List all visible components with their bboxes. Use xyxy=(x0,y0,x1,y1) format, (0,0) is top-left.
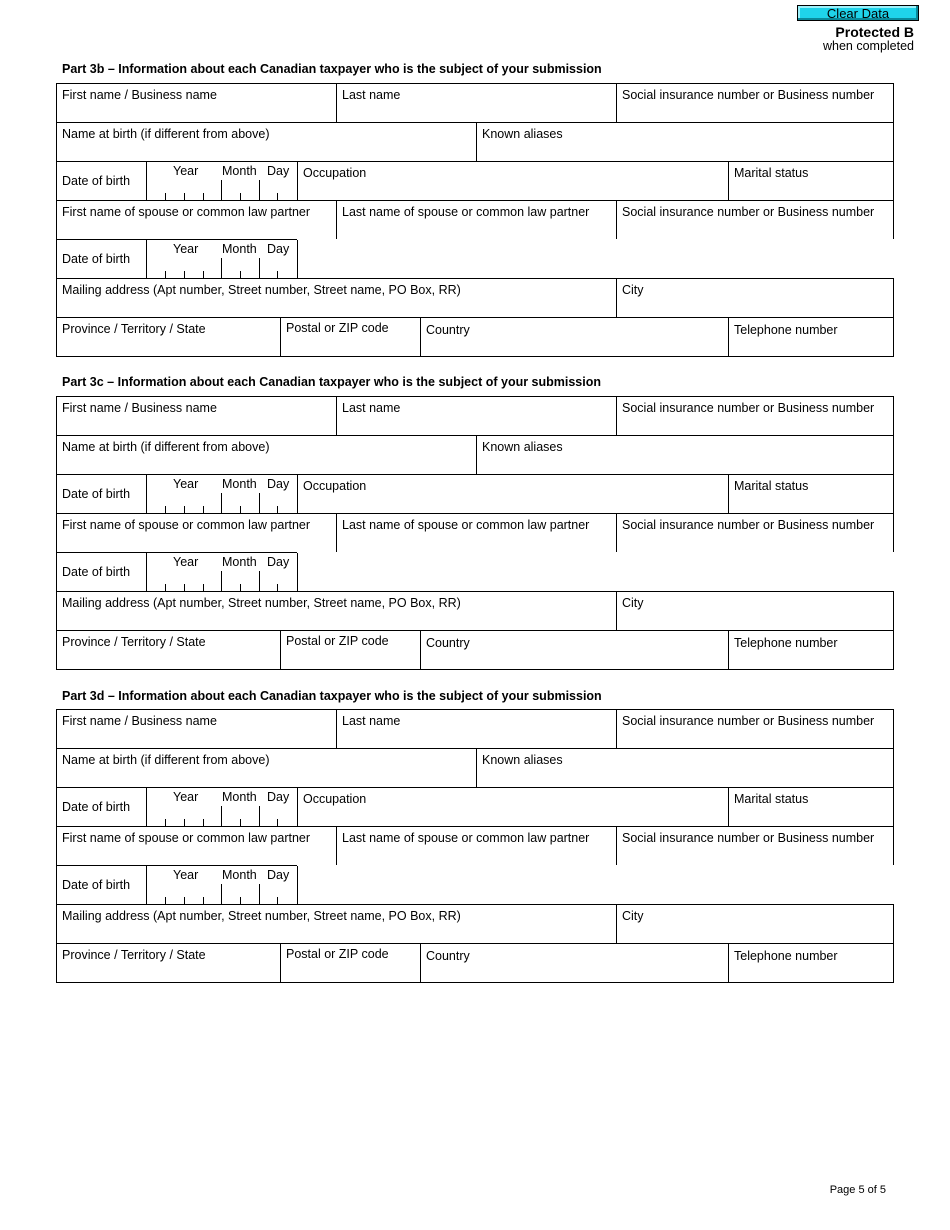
telephone-label: Telephone number xyxy=(734,949,838,963)
dob-entry[interactable] xyxy=(146,788,298,826)
first-name-label: First name / Business name xyxy=(62,714,217,728)
dob-occupation-row xyxy=(56,474,894,513)
dob-label-cell xyxy=(57,788,146,826)
date-digit-divider xyxy=(259,258,260,278)
spouse-last-name-label: Last name of spouse or common law partner xyxy=(342,205,590,219)
country-field[interactable] xyxy=(420,318,728,356)
mailing-address-field[interactable] xyxy=(57,279,616,317)
birth-name-row xyxy=(56,748,894,787)
day-label: Day xyxy=(267,242,290,256)
postal-code-field[interactable] xyxy=(280,318,420,356)
last-name-input[interactable] xyxy=(340,415,613,433)
dob-label-cell xyxy=(57,475,146,513)
part-title: Part 3c – Information about each Canadian taxpayer who is the subject of your submission xyxy=(62,375,602,389)
spouse-dob-label-cell xyxy=(57,240,146,278)
last-name-field[interactable] xyxy=(336,397,616,435)
dob-occupation-row xyxy=(56,161,894,200)
date-digit-divider xyxy=(221,180,222,200)
first-name-label: First name / Business name xyxy=(62,401,217,415)
postal-code-input[interactable] xyxy=(284,336,417,354)
telephone-field[interactable] xyxy=(728,944,893,982)
date-digit-divider xyxy=(203,819,204,826)
marital-status-input[interactable] xyxy=(732,180,890,198)
country-field[interactable] xyxy=(420,631,728,669)
dob-label-cell xyxy=(57,162,146,200)
last-name-input[interactable] xyxy=(340,728,613,746)
spouse-first-name-label: First name of spouse or common law partner xyxy=(62,518,311,532)
occupation-field[interactable] xyxy=(298,788,728,826)
mailing-address-field[interactable] xyxy=(57,592,616,630)
location-row xyxy=(56,943,894,983)
name-at-birth-field[interactable] xyxy=(57,749,476,787)
first-name-field[interactable] xyxy=(57,397,336,435)
marital-status-field[interactable] xyxy=(728,788,893,826)
name-row xyxy=(56,396,894,435)
spouse-first-name-field[interactable] xyxy=(57,827,336,865)
marital-status-label: Marital status xyxy=(734,792,809,806)
mailing-row xyxy=(56,278,894,317)
marital-status-label: Marital status xyxy=(734,166,809,180)
mailing-address-input[interactable] xyxy=(60,610,613,628)
spouse-last-name-input[interactable] xyxy=(340,219,613,237)
country-input[interactable] xyxy=(424,962,725,980)
postal-code-input[interactable] xyxy=(284,962,417,980)
city-label: City xyxy=(622,909,644,923)
spouse-first-name-input[interactable] xyxy=(60,219,333,237)
spouse-last-name-field[interactable] xyxy=(336,201,616,239)
known-aliases-field[interactable] xyxy=(476,749,893,787)
date-digit-divider xyxy=(203,271,204,278)
first-name-input[interactable] xyxy=(60,415,333,433)
spouse-sin-field[interactable] xyxy=(616,201,893,239)
postal-code-field[interactable] xyxy=(280,631,420,669)
date-digit-divider xyxy=(240,819,241,826)
first-name-input[interactable] xyxy=(60,102,333,120)
province-label: Province / Territory / State xyxy=(62,322,206,336)
spouse-row xyxy=(56,826,894,865)
spouse-dob-label: Date of birth xyxy=(62,878,131,892)
date-digit-divider xyxy=(165,897,166,904)
name-at-birth-field[interactable] xyxy=(57,123,476,161)
clear-data-button[interactable]: Clear Data xyxy=(797,5,919,21)
spouse-dob-label: Date of birth xyxy=(62,565,131,579)
city-input[interactable] xyxy=(620,610,890,628)
date-digit-divider xyxy=(221,806,222,826)
country-label: Country xyxy=(426,323,470,337)
spouse-last-name-field[interactable] xyxy=(336,514,616,552)
date-digit-divider xyxy=(203,897,204,904)
telephone-label: Telephone number xyxy=(734,323,838,337)
location-row xyxy=(56,630,894,670)
occupation-label: Occupation xyxy=(303,166,367,180)
dob-occupation-row xyxy=(56,787,894,826)
sin-input[interactable] xyxy=(620,102,890,120)
mailing-row xyxy=(56,591,894,630)
postal-code-label: Postal or ZIP code xyxy=(286,634,389,648)
spouse-dob-entry[interactable] xyxy=(146,553,298,591)
occupation-field[interactable] xyxy=(298,162,728,200)
part-title: Part 3d – Information about each Canadian taxpayer who is the subject of your submission xyxy=(62,689,602,703)
name-row xyxy=(56,83,894,122)
part-title: Part 3b – Information about each Canadian taxpayer who is the subject of your submission xyxy=(62,62,602,76)
spouse-last-name-label: Last name of spouse or common law partner xyxy=(342,518,590,532)
province-input[interactable] xyxy=(60,649,277,667)
name-at-birth-field[interactable] xyxy=(57,436,476,474)
first-name-input[interactable] xyxy=(60,728,333,746)
last-name-field[interactable] xyxy=(336,84,616,122)
year-label: Year xyxy=(173,868,199,882)
date-digit-divider xyxy=(203,193,204,200)
telephone-label: Telephone number xyxy=(734,636,838,650)
province-label: Province / Territory / State xyxy=(62,948,206,962)
telephone-input[interactable] xyxy=(732,649,890,667)
date-digit-divider xyxy=(184,271,185,278)
spouse-first-name-field[interactable] xyxy=(57,201,336,239)
date-digit-divider xyxy=(184,506,185,513)
month-label: Month xyxy=(222,555,257,569)
postal-code-label: Postal or ZIP code xyxy=(286,947,389,961)
name-at-birth-input[interactable] xyxy=(60,454,473,472)
province-field[interactable] xyxy=(57,944,280,982)
date-digit-divider xyxy=(203,506,204,513)
birth-name-row xyxy=(56,435,894,474)
date-digit-divider xyxy=(259,571,260,591)
first-name-field[interactable] xyxy=(57,84,336,122)
date-digit-divider xyxy=(221,884,222,904)
city-label: City xyxy=(622,283,644,297)
country-input[interactable] xyxy=(424,336,725,354)
known-aliases-label: Known aliases xyxy=(482,753,563,767)
spouse-first-name-input[interactable] xyxy=(60,845,333,863)
date-digit-divider xyxy=(221,258,222,278)
postal-code-label: Postal or ZIP code xyxy=(286,321,389,335)
sin-label: Social insurance number or Business number xyxy=(622,401,875,415)
postal-code-field[interactable] xyxy=(280,944,420,982)
taxpayer-section xyxy=(56,396,894,670)
spouse-dob-row xyxy=(56,865,297,904)
date-digit-divider xyxy=(184,897,185,904)
known-aliases-input[interactable] xyxy=(480,141,890,159)
telephone-input[interactable] xyxy=(732,962,890,980)
occupation-input[interactable] xyxy=(301,493,725,511)
country-label: Country xyxy=(426,949,470,963)
spouse-dob-label-cell xyxy=(57,553,146,591)
month-label: Month xyxy=(222,868,257,882)
mailing-address-label: Mailing address (Apt number, Street number, Street name, PO Box, RR) xyxy=(62,909,461,923)
day-label: Day xyxy=(267,790,290,804)
mailing-address-input[interactable] xyxy=(60,923,613,941)
city-field[interactable] xyxy=(616,905,893,943)
sin-field[interactable] xyxy=(616,397,893,435)
year-label: Year xyxy=(173,242,199,256)
city-field[interactable] xyxy=(616,592,893,630)
spouse-sin-input[interactable] xyxy=(620,532,890,550)
spouse-first-name-label: First name of spouse or common law partner xyxy=(62,831,311,845)
sin-input[interactable] xyxy=(620,415,890,433)
when-completed-label: when completed xyxy=(822,39,914,53)
date-digit-divider xyxy=(184,584,185,591)
spouse-dob-label-cell xyxy=(57,866,146,904)
day-label: Day xyxy=(267,164,290,178)
telephone-input[interactable] xyxy=(732,336,890,354)
spouse-first-name-input[interactable] xyxy=(60,532,333,550)
spouse-first-name-field[interactable] xyxy=(57,514,336,552)
sin-field[interactable] xyxy=(616,84,893,122)
province-field[interactable] xyxy=(57,631,280,669)
last-name-label: Last name xyxy=(342,714,401,728)
last-name-label: Last name xyxy=(342,401,401,415)
marital-status-input[interactable] xyxy=(732,493,890,511)
spouse-dob-entry[interactable] xyxy=(146,240,298,278)
date-digit-divider xyxy=(221,571,222,591)
date-digit-divider xyxy=(221,493,222,513)
first-name-label: First name / Business name xyxy=(62,88,217,102)
telephone-field[interactable] xyxy=(728,631,893,669)
spouse-row xyxy=(56,513,894,552)
province-label: Province / Territory / State xyxy=(62,635,206,649)
name-at-birth-input[interactable] xyxy=(60,767,473,785)
month-label: Month xyxy=(222,164,257,178)
year-label: Year xyxy=(173,477,199,491)
mailing-address-label: Mailing address (Apt number, Street number, Street name, PO Box, RR) xyxy=(62,283,461,297)
protected-label: Protected B xyxy=(835,24,914,40)
last-name-field[interactable] xyxy=(336,710,616,748)
location-row xyxy=(56,317,894,357)
city-input[interactable] xyxy=(620,923,890,941)
known-aliases-label: Known aliases xyxy=(482,440,563,454)
province-input[interactable] xyxy=(60,336,277,354)
month-label: Month xyxy=(222,242,257,256)
spouse-sin-input[interactable] xyxy=(620,845,890,863)
year-label: Year xyxy=(173,790,199,804)
dob-label: Date of birth xyxy=(62,487,131,501)
occupation-label: Occupation xyxy=(303,792,367,806)
date-digit-divider xyxy=(277,193,278,200)
spouse-dob-row xyxy=(56,552,297,591)
spouse-dob-row xyxy=(56,239,297,278)
spouse-last-name-input[interactable] xyxy=(340,532,613,550)
known-aliases-input[interactable] xyxy=(480,767,890,785)
occupation-input[interactable] xyxy=(301,806,725,824)
known-aliases-input[interactable] xyxy=(480,454,890,472)
country-field[interactable] xyxy=(420,944,728,982)
date-digit-divider xyxy=(165,506,166,513)
spouse-row xyxy=(56,200,894,239)
taxpayer-section xyxy=(56,83,894,357)
known-aliases-field[interactable] xyxy=(476,436,893,474)
name-at-birth-label: Name at birth (if different from above) xyxy=(62,127,270,141)
country-label: Country xyxy=(426,636,470,650)
name-at-birth-label: Name at birth (if different from above) xyxy=(62,753,270,767)
spouse-sin-input[interactable] xyxy=(620,219,890,237)
sin-label: Social insurance number or Business number xyxy=(622,88,875,102)
known-aliases-label: Known aliases xyxy=(482,127,563,141)
province-field[interactable] xyxy=(57,318,280,356)
day-label: Day xyxy=(267,868,290,882)
mailing-address-field[interactable] xyxy=(57,905,616,943)
spouse-first-name-label: First name of spouse or common law partner xyxy=(62,205,311,219)
mailing-row xyxy=(56,904,894,943)
date-digit-divider xyxy=(277,584,278,591)
dob-entry[interactable] xyxy=(146,475,298,513)
city-input[interactable] xyxy=(620,297,890,315)
taxpayer-section xyxy=(56,709,894,983)
spouse-last-name-input[interactable] xyxy=(340,845,613,863)
city-label: City xyxy=(622,596,644,610)
marital-status-field[interactable] xyxy=(728,475,893,513)
date-digit-divider xyxy=(165,271,166,278)
spouse-sin-label: Social insurance number or Business number xyxy=(622,518,875,532)
country-input[interactable] xyxy=(424,649,725,667)
sin-label: Social insurance number or Business number xyxy=(622,714,875,728)
name-at-birth-input[interactable] xyxy=(60,141,473,159)
spouse-dob-label: Date of birth xyxy=(62,252,131,266)
name-row xyxy=(56,709,894,748)
date-digit-divider xyxy=(259,806,260,826)
date-digit-divider xyxy=(259,180,260,200)
first-name-field[interactable] xyxy=(57,710,336,748)
date-digit-divider xyxy=(240,193,241,200)
city-field[interactable] xyxy=(616,279,893,317)
page-number: Page 5 of 5 xyxy=(829,1184,886,1196)
sin-input[interactable] xyxy=(620,728,890,746)
last-name-label: Last name xyxy=(342,88,401,102)
occupation-field[interactable] xyxy=(298,475,728,513)
protected-b-notice xyxy=(823,25,914,53)
date-digit-divider xyxy=(277,506,278,513)
province-input[interactable] xyxy=(60,962,277,980)
dob-entry[interactable] xyxy=(146,162,298,200)
date-digit-divider xyxy=(184,193,185,200)
date-digit-divider xyxy=(277,819,278,826)
year-label: Year xyxy=(173,164,199,178)
date-digit-divider xyxy=(203,584,204,591)
date-digit-divider xyxy=(240,584,241,591)
marital-status-input[interactable] xyxy=(732,806,890,824)
date-digit-divider xyxy=(240,271,241,278)
birth-name-row xyxy=(56,122,894,161)
date-digit-divider xyxy=(184,819,185,826)
known-aliases-field[interactable] xyxy=(476,123,893,161)
date-digit-divider xyxy=(165,193,166,200)
postal-code-input[interactable] xyxy=(284,649,417,667)
spouse-last-name-label: Last name of spouse or common law partner xyxy=(342,831,590,845)
spouse-last-name-field[interactable] xyxy=(336,827,616,865)
spouse-dob-entry[interactable] xyxy=(146,866,298,904)
day-label: Day xyxy=(267,477,290,491)
dob-label: Date of birth xyxy=(62,800,131,814)
day-label: Day xyxy=(267,555,290,569)
telephone-field[interactable] xyxy=(728,318,893,356)
last-name-input[interactable] xyxy=(340,102,613,120)
year-label: Year xyxy=(173,555,199,569)
occupation-input[interactable] xyxy=(301,180,725,198)
occupation-label: Occupation xyxy=(303,479,367,493)
name-at-birth-label: Name at birth (if different from above) xyxy=(62,440,270,454)
dob-label: Date of birth xyxy=(62,174,131,188)
date-digit-divider xyxy=(240,897,241,904)
date-digit-divider xyxy=(240,506,241,513)
marital-status-label: Marital status xyxy=(734,479,809,493)
month-label: Month xyxy=(222,790,257,804)
spouse-sin-label: Social insurance number or Business number xyxy=(622,831,875,845)
date-digit-divider xyxy=(259,493,260,513)
month-label: Month xyxy=(222,477,257,491)
date-digit-divider xyxy=(277,897,278,904)
date-digit-divider xyxy=(277,271,278,278)
marital-status-field[interactable] xyxy=(728,162,893,200)
date-digit-divider xyxy=(259,884,260,904)
date-digit-divider xyxy=(165,819,166,826)
sin-field[interactable] xyxy=(616,710,893,748)
date-digit-divider xyxy=(165,584,166,591)
mailing-address-label: Mailing address (Apt number, Street number, Street name, PO Box, RR) xyxy=(62,596,461,610)
spouse-sin-field[interactable] xyxy=(616,827,893,865)
spouse-sin-label: Social insurance number or Business number xyxy=(622,205,875,219)
mailing-address-input[interactable] xyxy=(60,297,613,315)
spouse-sin-field[interactable] xyxy=(616,514,893,552)
